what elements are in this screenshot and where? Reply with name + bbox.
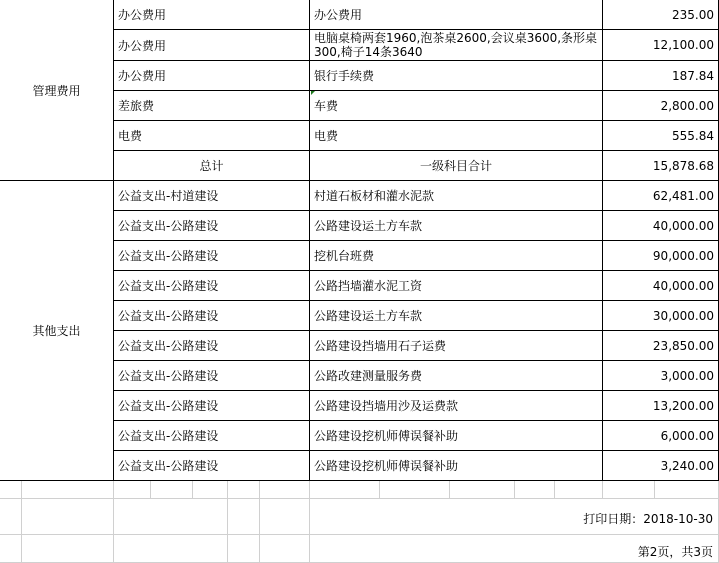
desc-cell (310, 181, 603, 211)
amount-text: 40,000.00 (652, 278, 714, 293)
desc-text: 公路建设挡墙用石子运费 (314, 339, 447, 353)
amount-cell (603, 391, 719, 421)
desc-cell (310, 391, 603, 421)
subject-cell (114, 361, 310, 391)
amount-cell (603, 421, 719, 451)
total-label: 总计 (199, 159, 224, 173)
desc-text: 公路挡墙灌水泥工资 (314, 279, 423, 293)
subject-cell (114, 91, 310, 121)
desc-cell (310, 271, 603, 301)
subject-text: 差旅费 (118, 99, 155, 113)
gridline-col (151, 481, 193, 499)
desc-text: 村道石板材和灌水泥款 (314, 189, 435, 203)
amount-text: 23,850.00 (652, 338, 714, 353)
subject-cell (114, 301, 310, 331)
total-desc: 一级科目合计 (419, 159, 492, 173)
amount-cell (603, 61, 719, 91)
desc-cell (310, 331, 603, 361)
amount-text: 6,000.00 (660, 428, 714, 443)
amount-cell (603, 241, 719, 271)
subject-cell (114, 241, 310, 271)
gridline-col (450, 481, 515, 499)
subject-cell (114, 181, 310, 211)
amount-cell (603, 211, 719, 241)
desc-cell (310, 451, 603, 481)
subject-text: 办公费用 (118, 69, 167, 83)
subject-cell (114, 331, 310, 361)
desc-cell (310, 241, 603, 271)
desc-text: 公路建设挖机师傅误餐补助 (314, 429, 459, 443)
gridline-col (114, 499, 228, 563)
subject-cell (114, 421, 310, 451)
subject-text: 公益支出-公路建设 (118, 429, 219, 443)
category-label: 其他支出 (32, 324, 81, 338)
gridline-col (603, 481, 655, 499)
print-date: 打印日期：2018-10-30 (583, 512, 713, 526)
desc-cell (310, 30, 603, 61)
desc-text: 公路建设挖机师傅误餐补助 (314, 459, 459, 473)
gridline-col (228, 481, 260, 563)
desc-cell (310, 121, 603, 151)
amount-cell (603, 181, 719, 211)
amount-cell (603, 91, 719, 121)
subject-cell (114, 121, 310, 151)
amount-cell (603, 271, 719, 301)
gridline-col (22, 481, 114, 563)
desc-text: 电费 (314, 129, 339, 143)
amount-text: 30,000.00 (652, 308, 714, 323)
subject-text: 公益支出-村道建设 (118, 189, 219, 203)
desc-cell (310, 91, 603, 121)
subject-text: 公益支出-公路建设 (118, 369, 219, 383)
amount-cell (603, 121, 719, 151)
amount-text: 3,000.00 (660, 368, 714, 383)
desc-text: 办公费用 (314, 8, 363, 22)
amount-cell (603, 0, 719, 30)
gridline-col (310, 481, 380, 499)
total-label-cell (114, 151, 310, 181)
desc-text: 公路建设运土方车款 (314, 309, 423, 323)
desc-text: 挖机台班费 (314, 249, 375, 263)
subject-text: 公益支出-公路建设 (118, 279, 219, 293)
amount-cell (603, 301, 719, 331)
subject-text: 电费 (118, 129, 143, 143)
amount-text: 90,000.00 (652, 248, 714, 263)
subject-text: 公益支出-公路建设 (118, 459, 219, 473)
gridline-col (260, 481, 310, 563)
subject-text: 公益支出-公路建设 (118, 249, 219, 263)
subject-text: 公益支出-公路建设 (118, 219, 219, 233)
subject-text: 办公费用 (118, 38, 167, 53)
subject-cell (114, 391, 310, 421)
desc-text: 银行手续费 (314, 69, 375, 83)
gridline-col (380, 481, 450, 499)
gridline-col (0, 481, 22, 563)
subject-text: 公益支出-公路建设 (118, 309, 219, 323)
amount-cell (603, 331, 719, 361)
gridline-col (114, 481, 151, 499)
gridline-col (515, 481, 555, 499)
desc-text: 电脑桌椅两套1960,泡茶桌2600,会议桌3600,条形桌300,椅子14条3640 (314, 31, 598, 59)
amount-text: 12,100.00 (652, 38, 714, 52)
amount-cell (603, 30, 719, 61)
desc-text: 公路改建测量服务费 (314, 369, 423, 383)
category-cell-other (0, 181, 114, 481)
total-desc-cell (310, 151, 603, 181)
gridline-col (193, 481, 228, 499)
desc-cell (310, 0, 603, 30)
desc-text: 公路建设挡墙用沙及运费款 (314, 399, 459, 413)
amount-text: 2,800.00 (660, 98, 714, 113)
amount-text: 3,240.00 (660, 458, 714, 473)
subject-text: 办公费用 (118, 8, 167, 22)
total-amount-cell (603, 151, 719, 181)
desc-cell (310, 361, 603, 391)
desc-text: 车费 (314, 99, 339, 113)
gridline-col (555, 481, 603, 499)
amount-cell (603, 451, 719, 481)
desc-cell (310, 301, 603, 331)
subject-text: 公益支出-公路建设 (118, 399, 219, 413)
subject-cell (114, 61, 310, 91)
amount-text: 555.84 (672, 128, 714, 143)
page-indicator: 第2页，共3页 (637, 545, 713, 559)
amount-text: 40,000.00 (652, 218, 714, 233)
subject-cell (114, 211, 310, 241)
desc-text: 公路建设运土方车款 (314, 219, 423, 233)
subject-text: 公益支出-公路建设 (118, 339, 219, 353)
subject-cell (114, 451, 310, 481)
desc-cell (310, 61, 603, 91)
subject-cell (114, 30, 310, 61)
desc-cell (310, 421, 603, 451)
amount-cell (603, 361, 719, 391)
subject-cell (114, 271, 310, 301)
amount-text: 235.00 (672, 7, 714, 22)
amount-text: 13,200.00 (652, 398, 714, 413)
subject-cell (114, 0, 310, 30)
desc-cell (310, 211, 603, 241)
category-label: 管理费用 (32, 83, 81, 98)
total-amount: 15,878.68 (652, 158, 714, 173)
amount-text: 187.84 (672, 68, 714, 83)
category-cell-mgmt (0, 0, 114, 181)
amount-text: 62,481.00 (652, 188, 714, 203)
